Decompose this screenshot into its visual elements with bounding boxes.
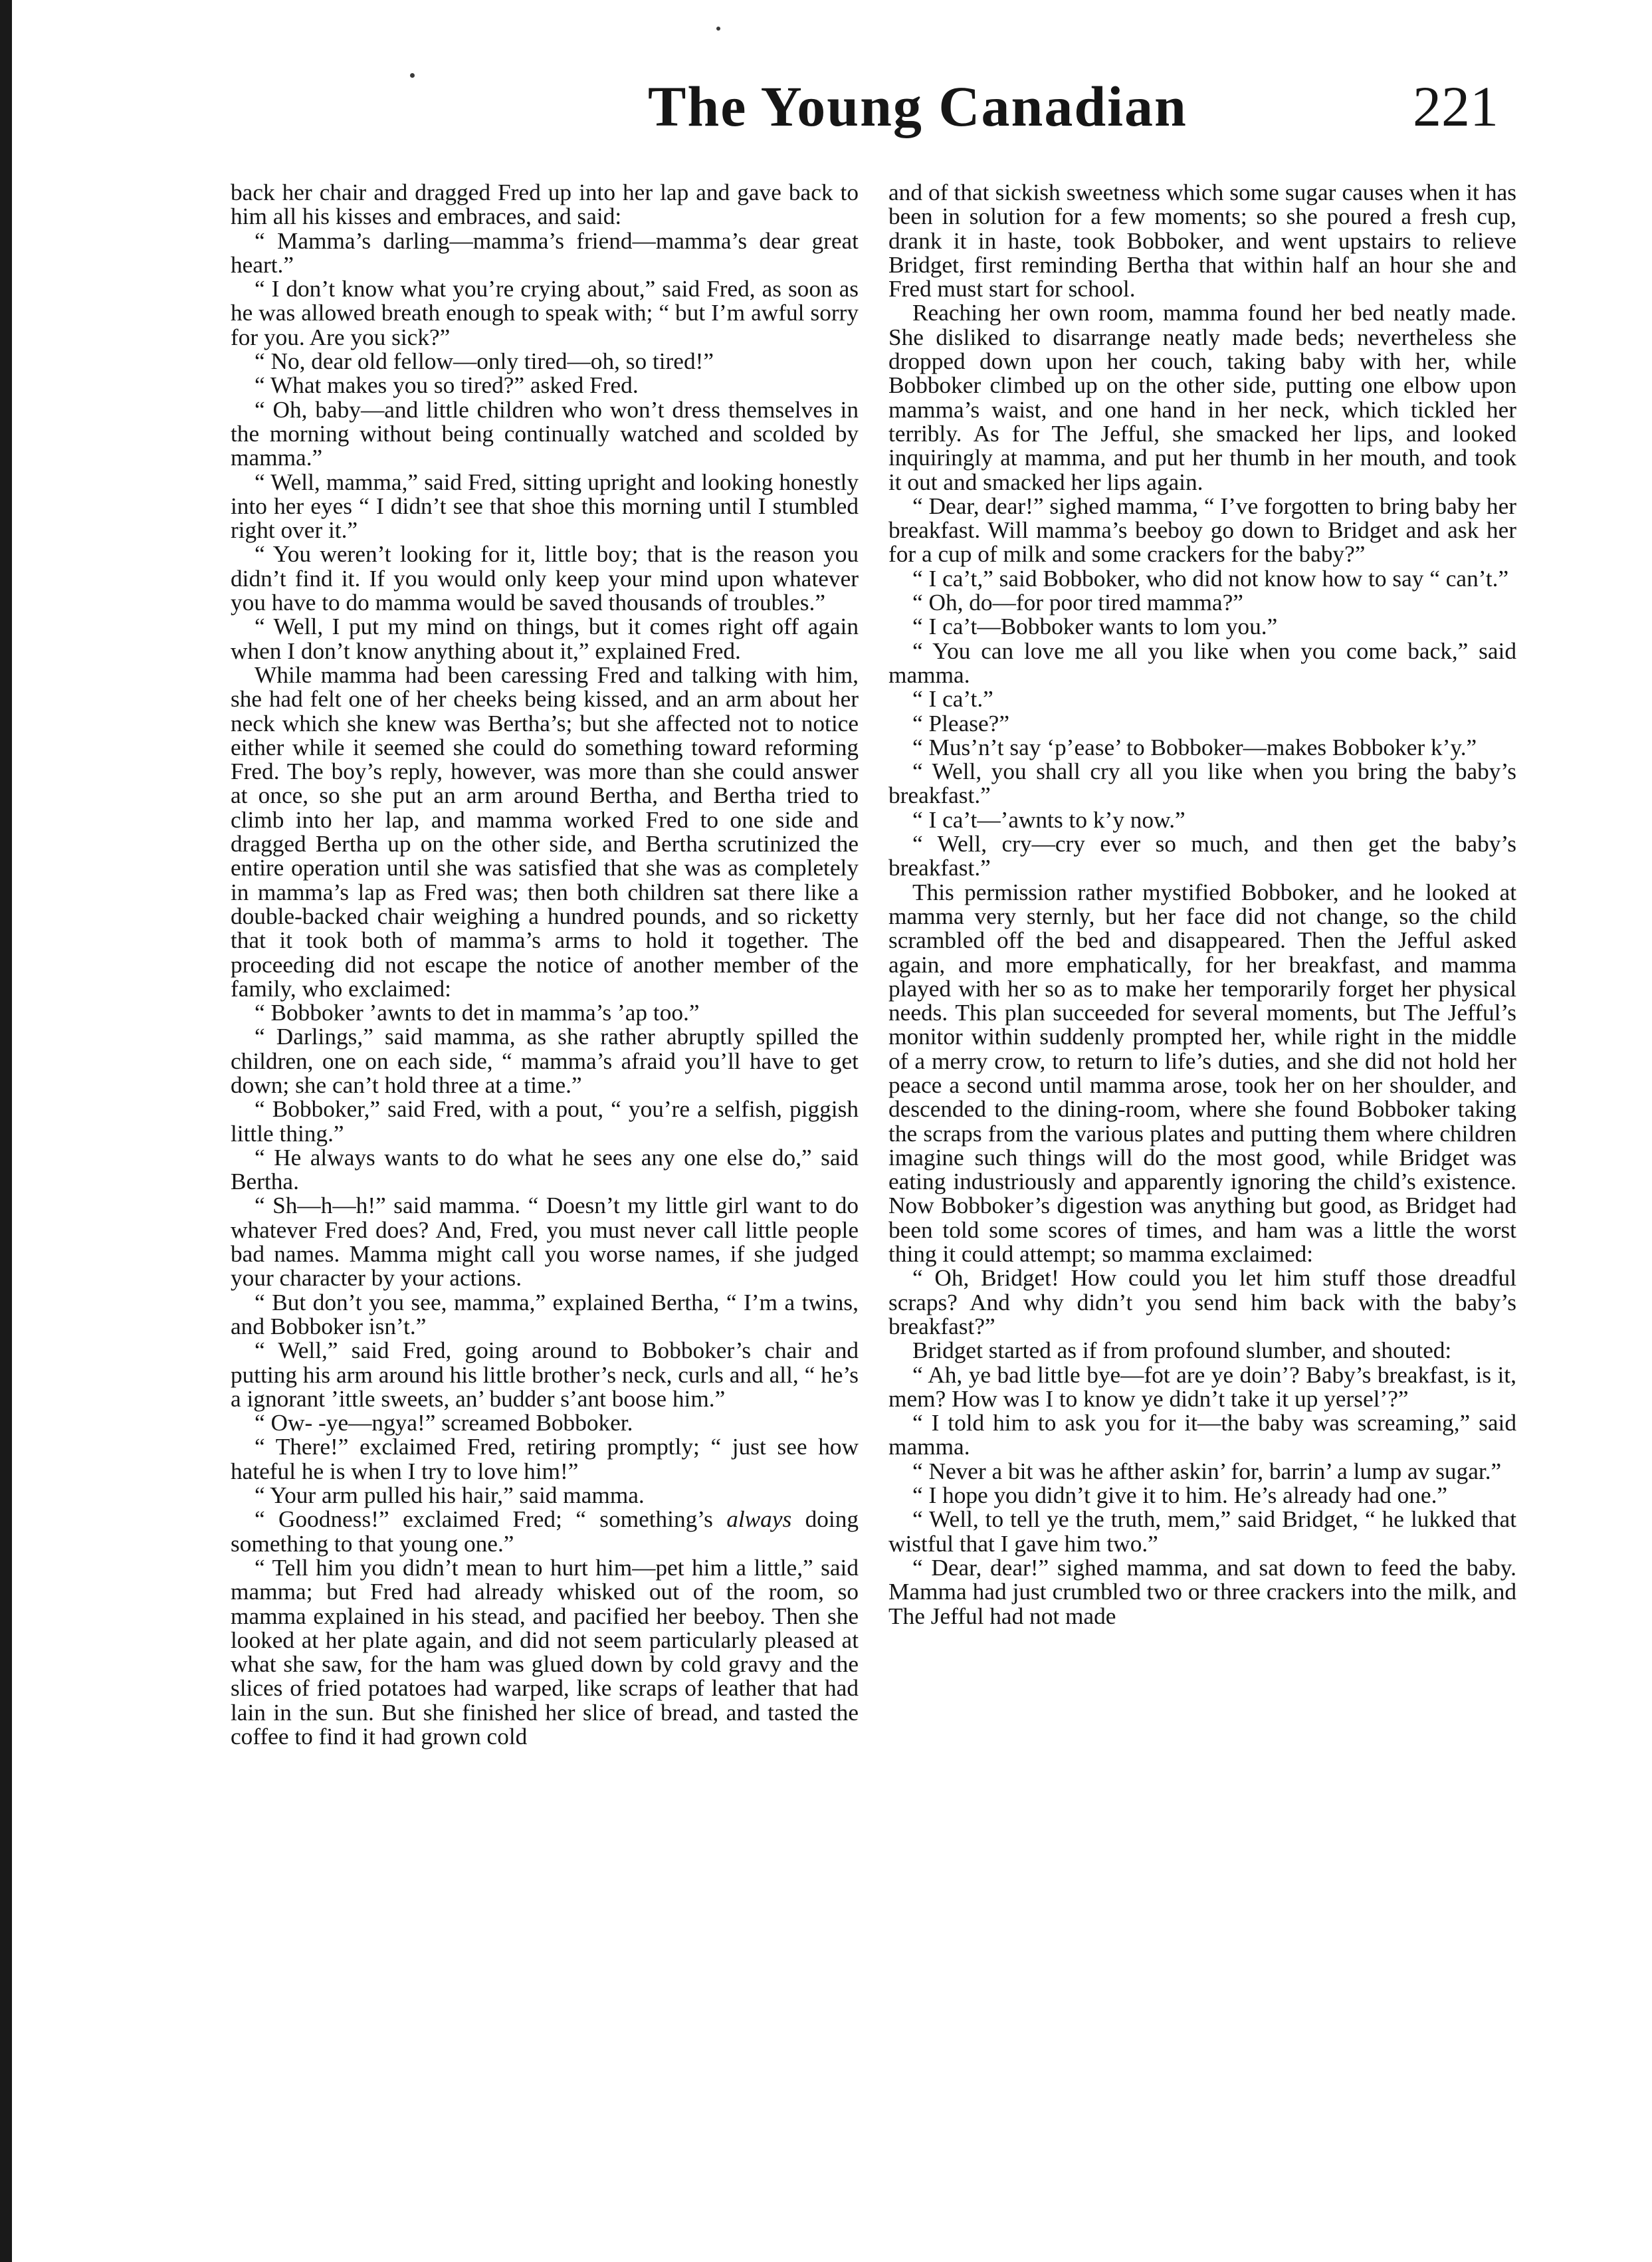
paragraph: “ I ca’t—Bobboker wants to lom you.” — [912, 614, 1278, 640]
right-column — [888, 181, 1516, 1629]
paragraph: “ Well, cry—cry ever so much, and then get the baby’s breakfast.” — [888, 831, 1516, 881]
page-header — [648, 70, 1498, 143]
paragraph: “ Well,” said Fred, going around to Bobboker’s chair and putting his arm around his little brother’s neck, curls and all, “ he’s a ignorant ’ittle sweets, an’ budder s’ant boose him.” — [231, 1337, 859, 1412]
paragraph: “ I hope you didn’t give it to him. He’s already had one.” — [912, 1482, 1448, 1509]
paragraph: “ Well, you shall cry all you like when you bring the baby’s breakfast.” — [888, 758, 1516, 809]
paragraph: This permission rather mystified Bobboker, and he looked at mamma very sternly, but her face did not change, so the child scrambled off the bed and disappeared. Then the Jefful asked again, and more emphatically, for her breakfast, and mamma played with her so as to make her temporarily forget her physical needs. This plan succeeded for several moments, but The Jefful’s monitor within suddenly prompted her, while right in the middle of a merry crow, to return to life’s duties, and she did not hold her peace a second until mamma arose, took her on her shoulder, and descended to the dining-room, where she found Bobboker taking the scraps from the various plates and putting them where children imagine such things will do the most good, while Bridget was eating industriously and apparently ignoring the child’s existence. Now Bobboker’s digestion was anything but good, as Bridget had been told some scores of times, and ham was a little the worst thing it could attempt; so mamma exclaimed: — [888, 879, 1516, 1268]
paragraph: “ Please?” — [912, 710, 1009, 736]
paragraph: “ I ca’t,” said Bobboker, who did not know how to say “ can’t.” — [912, 565, 1509, 592]
paragraph: “ Tell him you didn’t mean to hurt him—pet him a little,” said mamma; but Fred had already whisked out of the room, so mamma explained in his stead, and pacified her beeboy. Then she looked at her plate again, and did not seem particularly pleased at what she saw, for the ham was glued down by cold gravy and the slices of fried potatoes had warped, like scraps of leather that had lain in the sun. But she finished her slice of bread, and tasted the coffee to find it had grown cold — [231, 1554, 859, 1750]
paragraph: “ Bobboker ’awnts to det in mamma’s ’ap too.” — [255, 1000, 700, 1026]
paragraph: “ I ca’t—’awnts to k’y now.” — [912, 806, 1186, 833]
paragraph: “ No, dear old fellow—only tired—oh, so tired!” — [255, 348, 714, 375]
paragraph: “ Ah, ye bad little bye—fot are ye doin’? Baby’s breakfast, is it, mem? How was I to know ye didn’t take it up yersel’?” — [888, 1361, 1516, 1412]
page-number: 221 — [1413, 74, 1498, 138]
paragraph: “ Never a bit was he afther askin’ for, barrin’ a lump av sugar.” — [912, 1458, 1502, 1484]
paragraph: “ Bobboker,” said Fred, with a pout, “ you’re a selfish, piggish little thing.” — [231, 1096, 859, 1147]
paragraph: “ Mamma’s darling—mamma’s friend—mamma’s dear great heart.” — [231, 227, 859, 278]
paragraph: Reaching her own room, mamma found her bed neatly made. She disliked to disarrange neatly made beds; nevertheless she dropped down upon her couch, taking baby with her, while Bobboker climbed up on the other side, putting one elbow upon mamma’s waist, and one hand in her neck, which tickled her terribly. As for The Jefful, she smacked her lips, and looked inquiringly at mamma, and put her thumb in her mouth, and took it out and smacked her lips again. — [888, 300, 1516, 495]
paragraph: “ I told him to ask you for it—the baby was screaming,” said mamma. — [888, 1410, 1516, 1460]
paragraph: “ Well, to tell ye the truth, mem,” said Bridget, “ he lukked that wistful that I gave him two.” — [888, 1506, 1516, 1557]
paragraph: “ Sh—h—h!” said mamma. “ Doesn’t my little girl want to do whatever Fred does? And, Fred, you must never call little people bad names. Mamma might call you worse names, if she judged your character by your actions. — [231, 1192, 859, 1292]
paragraph: “ Ow- -ye—ngya!” screamed Bobboker. — [255, 1410, 633, 1436]
paragraph: Bridget started as if from profound slumber, and shouted: — [912, 1337, 1452, 1364]
paragraph: “ He always wants to do what he sees any one else do,” said Bertha. — [231, 1144, 859, 1195]
paragraph: “ You can love me all you like when you come back,” said mamma. — [888, 637, 1516, 688]
paragraph: “ There!” exclaimed Fred, retiring promptly; “ just see how hateful he is when I try to love him!” — [231, 1434, 859, 1484]
paragraph: “ Dear, dear!” sighed mamma, and sat down to feed the baby. Mamma had just crumbled two or three crackers into the milk, and The Jefful had not made — [888, 1554, 1516, 1629]
paragraph: and of that sickish sweetness which some sugar causes when it has been in solution for a few moments; so she poured a fresh cup, drank it in haste, took Bobboker, and went upstairs to relieve Bridget, first reminding Bertha that within half an hour she and Fred must start for school. — [888, 179, 1516, 302]
scan-speck — [410, 73, 415, 78]
paragraph: “ Goodness!” exclaimed Fred; “ something’s always doing something to that young one.” — [231, 1506, 859, 1557]
paragraph: back her chair and dragged Fred up into her lap and gave back to him all his kisses and embraces, and said: — [231, 179, 859, 230]
paragraph: “ Oh, baby—and little children who won’t dress themselves in the morning without being continually watched and scolded by mamma.” — [231, 396, 859, 471]
paragraph: “ Well, I put my mind on things, but it comes right off again when I don’t know anything about it,” explained Fred. — [231, 614, 859, 664]
masthead-title: The Young Canadian — [648, 74, 1187, 138]
paragraph: “ You weren’t looking for it, little boy; that is the reason you didn’t find it. If you would only keep your mind upon whatever you have to do mamma would be saved thousands of troubles.” — [231, 541, 859, 616]
paragraph: “ Your arm pulled his hair,” said mamma. — [255, 1482, 645, 1509]
page-edge-rule — [0, 0, 12, 2262]
paragraph: “ I don’t know what you’re crying about,” said Fred, as soon as he was allowed breath enough to speak with; “ but I’m awful sorry for you. Are you sick?” — [231, 276, 859, 350]
paragraph: “ Dear, dear!” sighed mamma, “ I’ve forgotten to bring baby her breakfast. Will mamma’s beeboy go down to Bridget and ask her for a cup of milk and some crackers for the baby?” — [888, 493, 1516, 568]
emphasis: always — [726, 1506, 792, 1533]
paragraph: “ I ca’t.” — [912, 686, 993, 713]
paragraph: “ But don’t you see, mamma,” explained Bertha, “ I’m a twins, and Bobboker isn’t.” — [231, 1289, 859, 1339]
paragraph: “ Well, mamma,” said Fred, sitting upright and looking honestly into her eyes “ I didn’t see that shoe this morning until I stumbled right over it.” — [231, 469, 859, 544]
paragraph: “ Darlings,” said mamma, as she rather abruptly spilled the children, one on each side, “ mamma’s afraid you’ll have to get down; she can’t hold three at a time.” — [231, 1024, 859, 1098]
paragraph: “ Oh, Bridget! How could you let him stuff those dreadful scraps? And why didn’t you send him back with the baby’s breakfast?” — [888, 1265, 1516, 1339]
scan-speck — [716, 27, 720, 31]
paragraph: “ Mus’n’t say ‘p’ease’ to Bobboker—makes Bobboker k’y.” — [912, 734, 1477, 760]
paragraph: While mamma had been caressing Fred and talking with him, she had felt one of her cheeks being kissed, and an arm about her neck which she knew was Bertha’s; but she affected not to notice either while it seemed she could do something toward reforming Fred. The boy’s reply, however, was more than she could answer at once, so she put an arm around Bertha, and Bertha tried to climb into her lap, and mamma worked Fred to one side and dragged Bertha up on the other side, and Bertha scrutinized the entire operation until she was satisfied that she was as completely in mamma’s lap as Fred was; then both children sat there like a double-backed chair weighing a hundred pounds, and so ricketty that it took both of mamma’s arms to hold it together. The proceeding did not escape the notice of another member of the family, who exclaimed: — [231, 661, 859, 1002]
paragraph: “ What makes you so tired?” asked Fred. — [255, 372, 639, 399]
paragraph: “ Oh, do—for poor tired mamma?” — [912, 590, 1243, 616]
left-column — [231, 181, 859, 1749]
